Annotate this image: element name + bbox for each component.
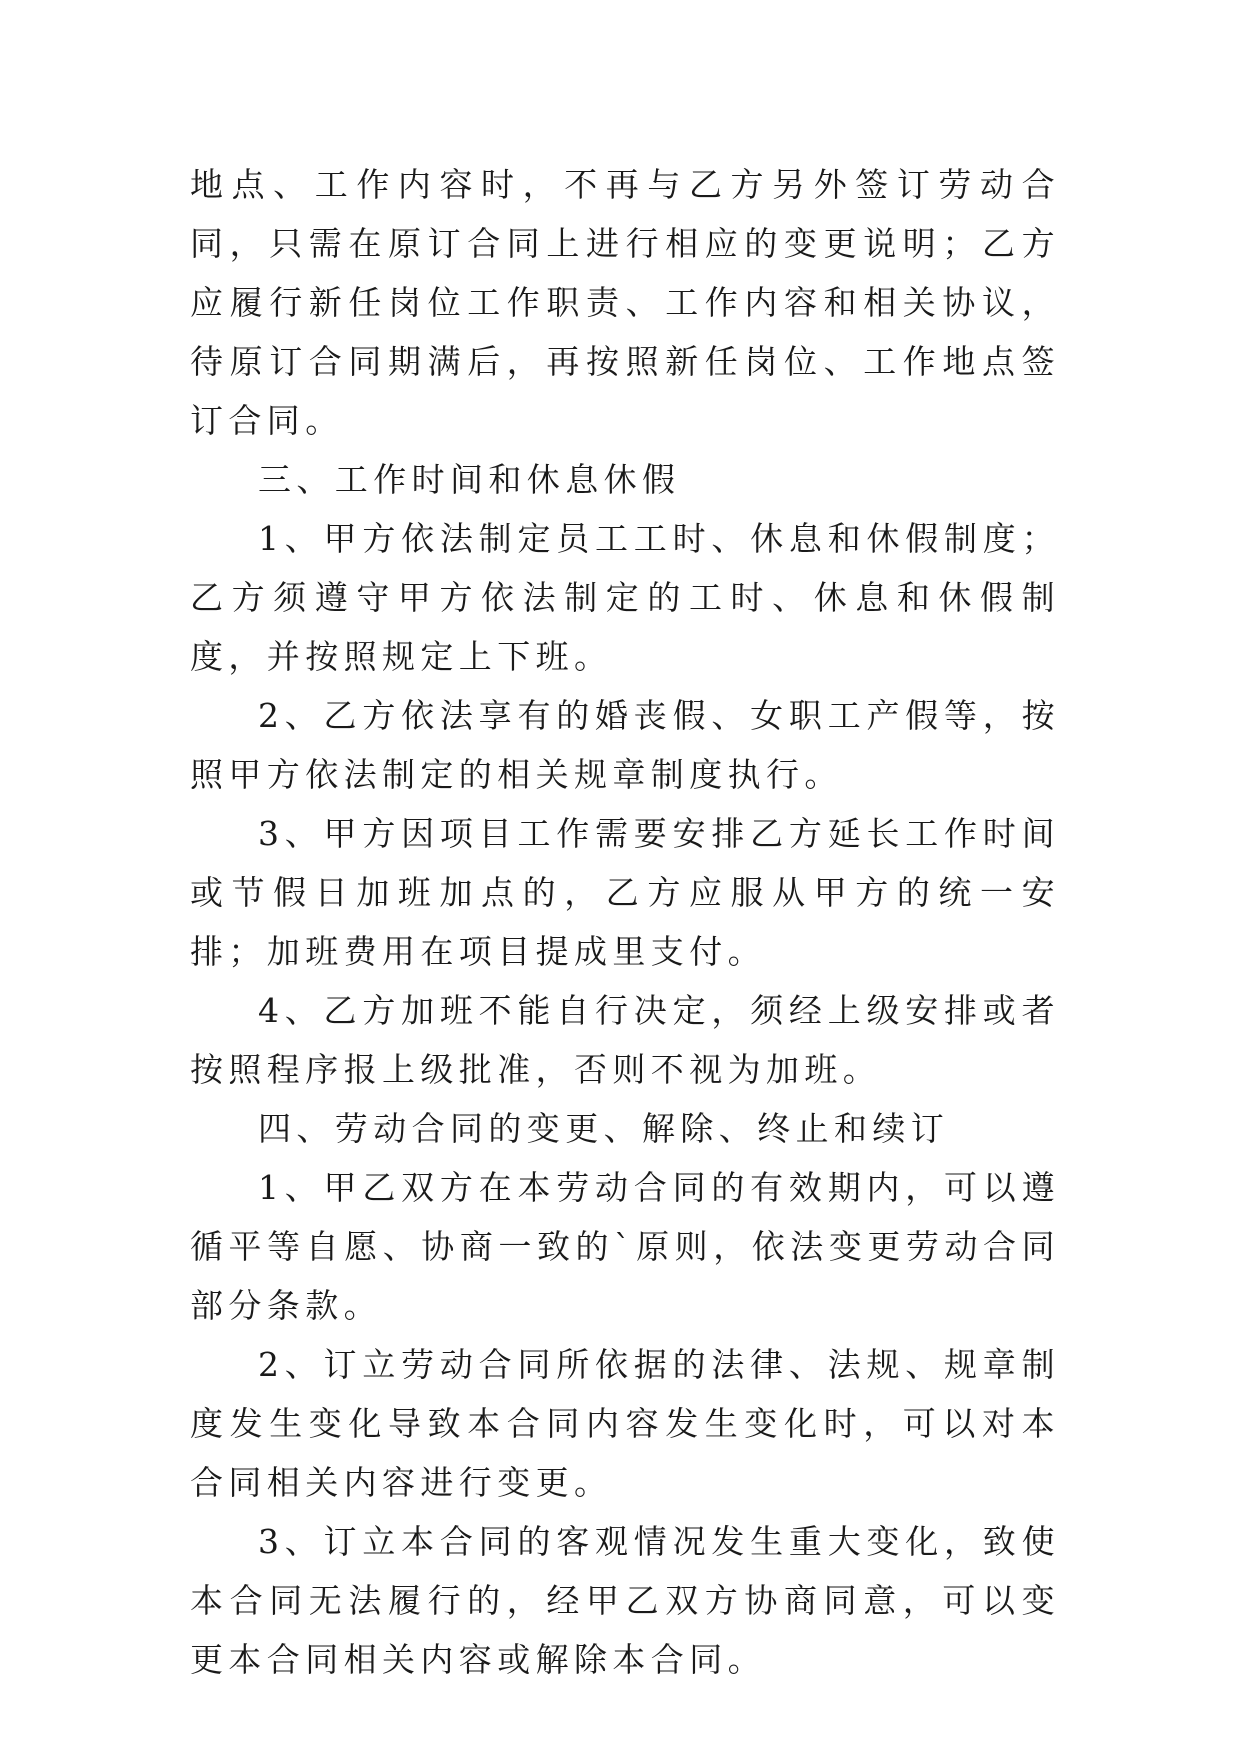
paragraph-continued-clause: 地点、工作内容时，不再与乙方另外签订劳动合同，只需在原订合同上进行相应的变更说明；乙方应履行新任岗位工作职责、工作内容和相关协议，待原订合同期满后，再按照新任岗位、工作地点签订合同。: [190, 165, 1060, 440]
paragraph-clause-3-4: 4、乙方加班不能自行决定，须经上级安排或者按照程序报上级批准，否则不视为加班。: [190, 991, 1060, 1089]
paragraph-clause-3-3: 3、甲方因项目工作需要安排乙方延长工作时间或节假日加班加点的，乙方应服从甲方的统一安排；加班费用在项目提成里支付。: [190, 814, 1060, 971]
paragraph-clause-4-2: 2、订立劳动合同所依据的法律、法规、规章制度发生变化导致本合同内容发生变化时，可以对本合同相关内容进行变更。: [190, 1345, 1060, 1502]
section-heading-contract-changes: 四、劳动合同的变更、解除、终止和续订: [258, 1109, 950, 1148]
paragraph-clause-4-1: 1、甲乙双方在本劳动合同的有效期内，可以遵循平等自愿、协商一致的`原则，依法变更劳动合同部分条款。: [190, 1168, 1060, 1325]
section-heading-working-hours: 三、工作时间和休息休假: [258, 460, 681, 499]
paragraph-clause-3-2: 2、乙方依法享有的婚丧假、女职工产假等，按照甲方依法制定的相关规章制度执行。: [190, 696, 1060, 794]
paragraph-clause-3-1: 1、甲方依法制定员工工时、休息和休假制度；乙方须遵守甲方依法制定的工时、休息和休假制度，并按照规定上下班。: [190, 519, 1060, 676]
document-body: [190, 155, 1060, 1689]
paragraph-clause-4-3: 3、订立本合同的客观情况发生重大变化，致使本合同无法履行的，经甲乙双方协商同意，可以变更本合同相关内容或解除本合同。: [190, 1522, 1060, 1679]
